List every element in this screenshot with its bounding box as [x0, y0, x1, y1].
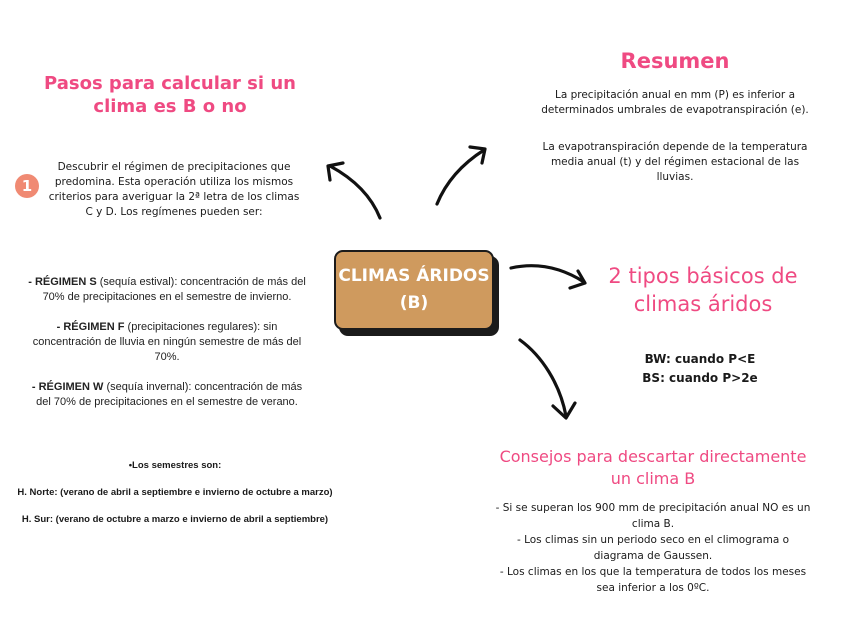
regimen-s-line2: 70% de precipitaciones en el semestre de invierno.	[42, 291, 292, 303]
central-topic-line2: (B)	[399, 293, 429, 313]
consejo-2-line1: - Los climas sin un periodo seco en el climograma o	[516, 534, 790, 546]
resumen-p2-line2: media anual (t) y del régimen estacional de las	[550, 156, 800, 168]
consejo-3-line1: - Los climas en los que la temperatura de todos los meses	[499, 566, 807, 578]
step-number-badge: 1	[15, 174, 39, 198]
resumen-p1-line2: determinados umbrales de evapotranspiración (e).	[541, 104, 809, 116]
central-topic-box	[334, 250, 494, 330]
semestres-sur: H. Sur: (verano de octubre a marzo e invierno de abril a septiembre)	[21, 514, 329, 525]
pasos-title-line2: clima es B o no	[93, 96, 247, 117]
regimen-f-line1: (precipitaciones regulares): sin	[124, 321, 278, 333]
arrow-to-consejos	[520, 340, 566, 416]
resumen-p2-line3: lluvias.	[656, 171, 694, 183]
pasos-text-line1: Descubrir el régimen de precipitaciones que	[57, 161, 291, 173]
tipos-title-line2: climas áridos	[633, 292, 773, 316]
tipo-bs: BS: cuando P>2e	[642, 371, 758, 385]
consejo-1-line1: - Si se superan los 900 mm de precipitación anual NO es un	[495, 502, 811, 514]
pasos-description	[40, 160, 308, 220]
tipos-title	[585, 262, 821, 318]
resumen-paragraph-2	[520, 140, 830, 185]
arrow-to-pasos	[330, 166, 380, 218]
resumen-p1-line1: La precipitación anual en mm (P) es inferior a	[554, 89, 796, 101]
regimen-w-name: - RÉGIMEN W	[31, 381, 104, 393]
consejos-list	[478, 500, 828, 596]
resumen-p2-line1: La evapotranspiración depende de la temperatura	[542, 141, 808, 153]
regimen-f-name: - RÉGIMEN F	[56, 321, 125, 333]
regimen-s-name: - RÉGIMEN S	[28, 276, 97, 288]
arrow-to-tipos	[511, 266, 584, 282]
regimen-s-line1: (sequía estival): concentración de más del	[96, 276, 306, 288]
regimen-w	[8, 380, 326, 410]
pasos-text-line2: predomina. Esta operación utiliza los mismos	[54, 176, 294, 188]
consejos-title-line2: un clima B	[610, 469, 696, 488]
regimen-w-line1: (sequía invernal): concentración de más	[103, 381, 303, 393]
resumen-paragraph-1	[520, 88, 830, 118]
regimen-w-line2: del 70% de precipitaciones en el semestre de verano.	[36, 396, 298, 408]
tipo-bw: BW: cuando P<E	[644, 352, 756, 366]
tipos-list	[610, 350, 790, 388]
regimen-f-line3: 70%.	[154, 351, 180, 363]
central-topic-line1: CLIMAS ÁRIDOS	[338, 266, 490, 286]
pasos-title	[40, 72, 300, 118]
pasos-text-line4: C y D. Los regímenes pueden ser:	[85, 206, 263, 218]
semestres-norte: H. Norte: (verano de abril a septiembre e invierno de octubre a marzo)	[17, 487, 333, 498]
semestres-title: •Los semestres son:	[128, 460, 222, 471]
arrow-to-resumen	[437, 150, 484, 204]
consejo-3-line2: sea inferior a los 0ºC.	[596, 582, 710, 594]
consejo-2-line2: diagrama de Gaussen.	[593, 550, 713, 562]
regimen-s	[8, 275, 326, 305]
consejos-title-line1: Consejos para descartar directamente	[499, 447, 807, 466]
regimen-f	[8, 320, 326, 365]
consejos-title	[478, 446, 828, 490]
tipos-title-line1: 2 tipos básicos de	[608, 264, 798, 288]
regimen-f-line2: concentración de lluvia en ningún semestre de más del	[32, 336, 302, 348]
pasos-title-line1: Pasos para calcular si un	[44, 73, 296, 94]
resumen-title: Resumen	[620, 49, 730, 73]
pasos-text-line3: criterios para averiguar la 2ª letra de los climas	[48, 191, 300, 203]
consejo-1-line2: clima B.	[631, 518, 675, 530]
